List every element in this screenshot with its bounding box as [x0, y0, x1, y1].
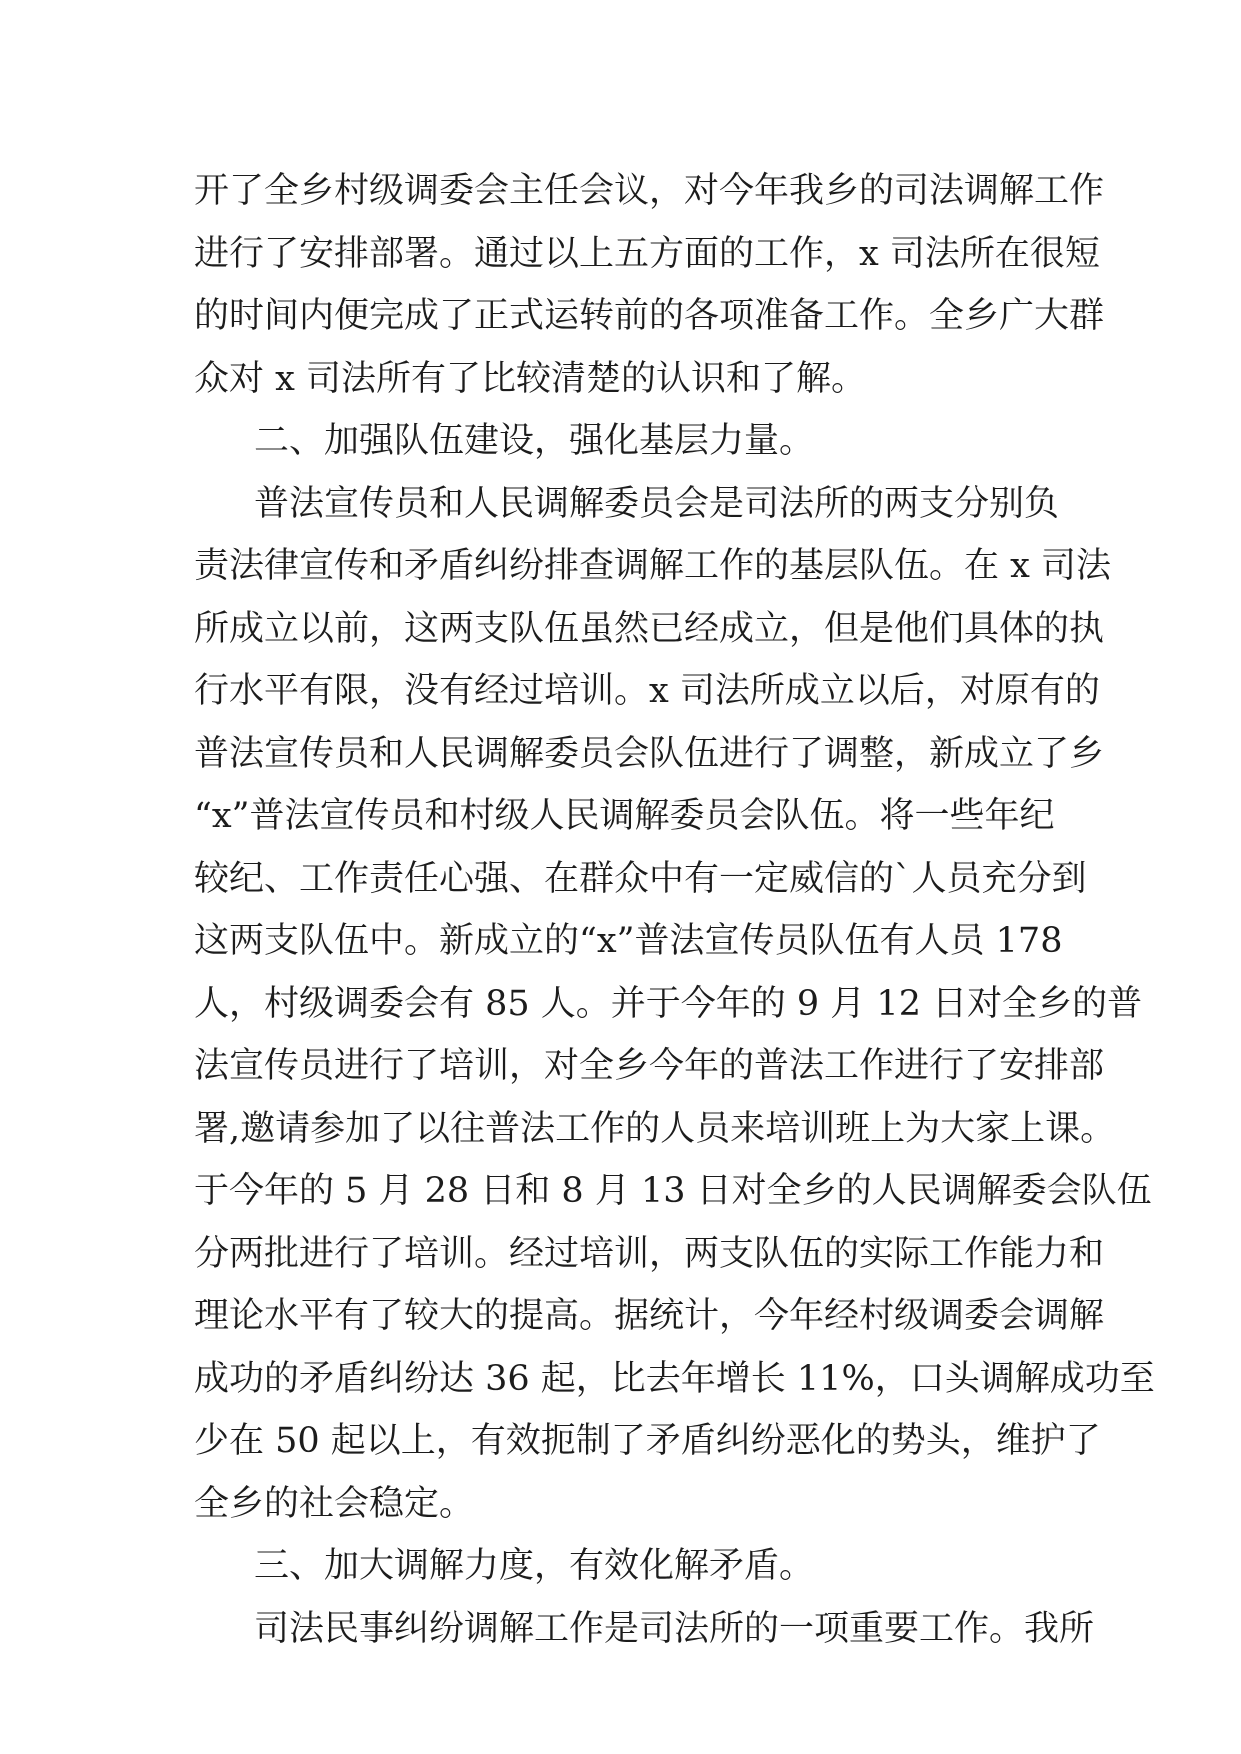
- paragraph-line: 人，村级调委会有 85 人。并于今年的 9 月 12 日对全乡的普: [194, 983, 1143, 1024]
- paragraph-line: 众对 x 司法所有了比较清楚的认识和了解。: [194, 358, 866, 399]
- paragraph-line: 普法宣传员和人民调解委员会是司法所的两支分别负: [254, 483, 1060, 524]
- paragraph-line: 司法民事纠纷调解工作是司法所的一项重要工作。我所: [254, 1608, 1095, 1649]
- paragraph-line: 理论水平有了较大的提高。据统计，今年经村级调委会调解: [194, 1296, 1105, 1336]
- paragraph-line: 所成立以前，这两支队伍虽然已经成立，但是他们具体的执: [194, 608, 1105, 649]
- paragraph-line: 开了全乡村级调委会主任会议，对今年我乡的司法调解工作: [194, 171, 1105, 211]
- paragraph-line: 于今年的 5 月 28 日和 8 月 13 日对全乡的人民调解委会队伍: [194, 1171, 1152, 1211]
- paragraph-line: 普法宣传员和人民调解委员会队伍进行了调整，新成立了乡: [194, 733, 1105, 774]
- paragraph-line: 全乡的社会稳定。: [194, 1483, 475, 1524]
- paragraph-line: 少在 50 起以上，有效扼制了矛盾纠纷恶化的势头，维护了: [194, 1421, 1101, 1461]
- paragraph-line: 分两批进行了培训。经过培训，两支队伍的实际工作能力和: [194, 1233, 1105, 1274]
- paragraph-line: “x”普法宣传员和村级人民调解委员会队伍。将一些年纪: [194, 796, 1055, 836]
- paragraph-line: 进行了安排部署。通过以上五方面的工作，x 司法所在很短: [194, 233, 1100, 274]
- paragraph-line: 成功的矛盾纠纷达 36 起，比去年增长 11%，口头调解成功至: [194, 1358, 1155, 1399]
- paragraph-line: 责法律宣传和矛盾纠纷排查调解工作的基层队伍。在 x 司法: [194, 546, 1111, 586]
- paragraph-line: 这两支队伍中。新成立的“x”普法宣传员队伍有人员 178: [194, 921, 1063, 961]
- paragraph-line: 行水平有限，没有经过培训。x 司法所成立以后，对原有的: [194, 671, 1100, 711]
- paragraph-line: 的时间内便完成了正式运转前的各项准备工作。全乡广大群: [194, 296, 1105, 336]
- paragraph-line: 法宣传员进行了培训，对全乡今年的普法工作进行了安排部: [194, 1046, 1105, 1086]
- section-heading: 三、加大调解力度，有效化解矛盾。: [254, 1546, 815, 1586]
- paragraph-line: 较纪、工作责任心强、在群众中有一定威信的`人员充分到: [194, 858, 1087, 899]
- body-text: [194, 160, 1155, 1660]
- paragraph-line: 署,邀请参加了以往普法工作的人员来培训班上为大家上课。: [194, 1108, 1116, 1149]
- section-heading: 二、加强队伍建设，强化基层力量。: [254, 421, 815, 461]
